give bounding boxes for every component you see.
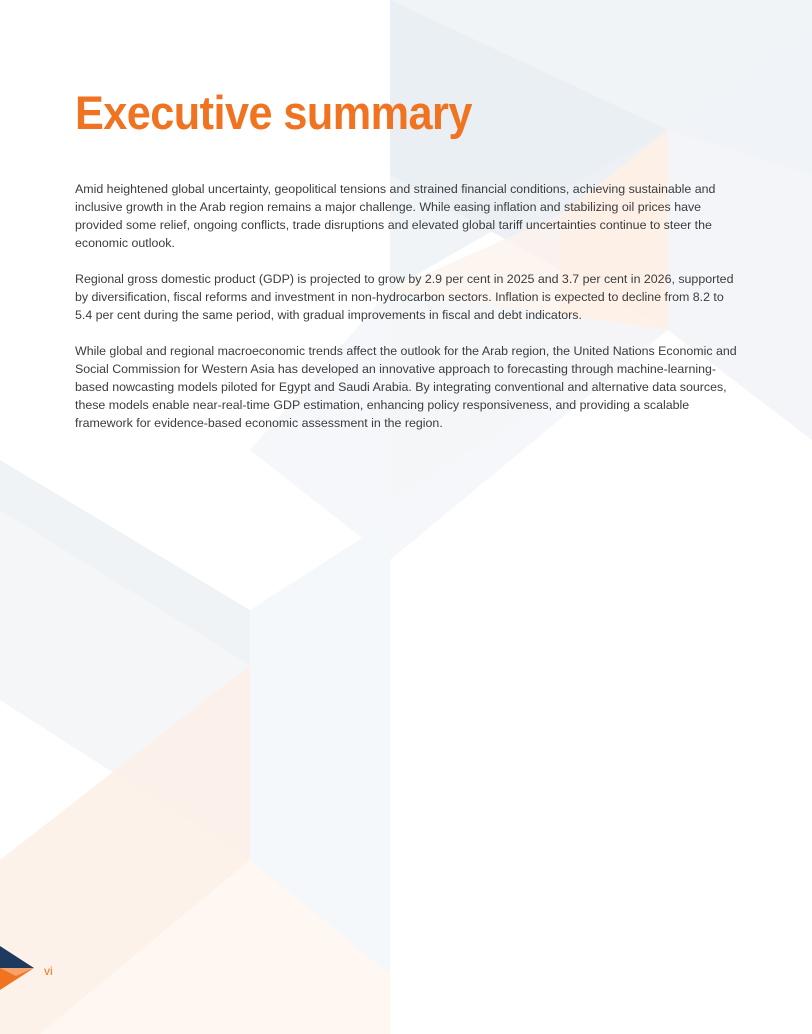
- page-title: Executive summary: [75, 86, 472, 139]
- paragraph-2: Regional gross domestic product (GDP) is projected to grow by 2.9 per cent in 2025 and 3.7 per cent in 2026, supported by diversification, fiscal reforms and investment in non-hydrocarbon sectors. Inflation is expected to decline from 8.2 to 5.4 per cent during the same period, with gradual improvements in fiscal and debt indicators.: [75, 272, 734, 322]
- paragraph-3: While global and regional macroeconomic trends affect the outlook for the Arab region, the United Nations Economic and Social Commission for Western Asia has developed an innovative approach to forecasting through machine-learning-based nowcasting models piloted for Egypt and Saudi Arabia. By integrating conventional and alternative data sources, these models enable near-real-time GDP estimation, enhancing policy responsiveness, and providing a scalable framework for evidence-based economic assessment in the region.: [75, 344, 737, 430]
- main-content: [75, 80, 737, 432]
- paragraph-1: Amid heightened global uncertainty, geopolitical tensions and strained financial conditions, achieving sustainable and inclusive growth in the Arab region remains a major challenge. While easing inflation and stabilizing oil prices have provided some relief, ongoing conflicts, trade disruptions and elevated global tariff uncertainties continue to steer the economic outlook.: [75, 182, 716, 250]
- page-number: vi: [44, 964, 53, 978]
- footer-chevron-icon: [0, 946, 40, 994]
